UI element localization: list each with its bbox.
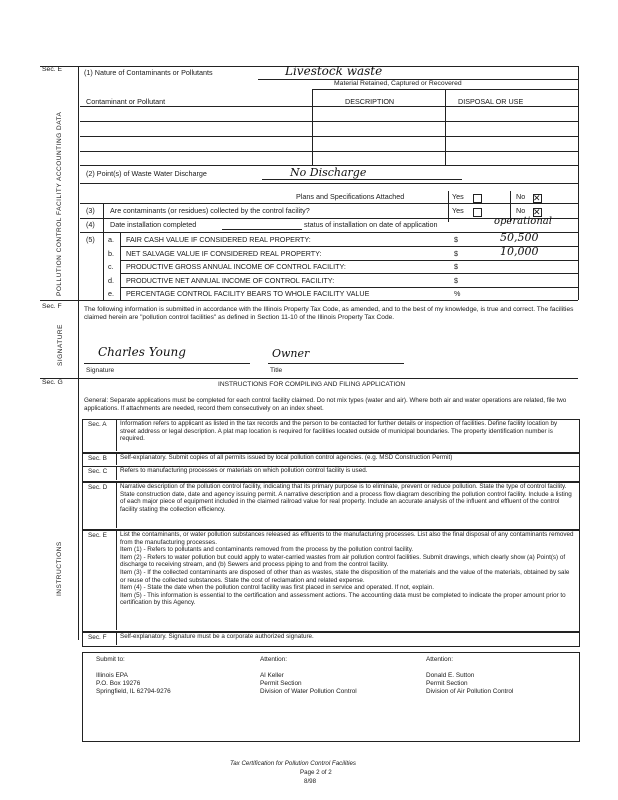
section-e-label: Sec. E — [42, 66, 63, 73]
letter-col-divider — [120, 232, 121, 300]
item-letter: b. — [108, 248, 114, 258]
section-e-side-label: POLLUTION CONTROL FACILITY ACCOUNTING DATA — [56, 111, 63, 296]
item-unit: $ — [454, 262, 458, 272]
instruction-row-text: Self-explanatory. Submit copies of all permits issued by local pollution control agencies. (e.g. MSD Construction Permit) — [120, 454, 453, 461]
submit-address-line: Springfield, IL 62794-9276 — [96, 688, 171, 695]
row3-yes-label: Yes — [452, 206, 464, 215]
row3-label: Are contaminants (or residues) collected by the control facility? — [110, 206, 310, 215]
contaminant-row-line — [80, 106, 578, 107]
instruction-row-text: Information refers to applicant as listed in the tax records and the person to be contacted for further details or inspection of facilities. Define facility location by street address or legal description. A plat map location is required for facilities located outside of municipal boundaries. The property identification number is required. — [120, 420, 558, 443]
section-g-side-label: INSTRUCTIONS — [56, 541, 63, 596]
plans-yes-label: Yes — [452, 192, 464, 201]
submit-label: Submit to: — [96, 656, 125, 663]
disposal-col-divider — [445, 89, 446, 165]
row3-yes-checkbox[interactable] — [473, 208, 482, 217]
instruction-row-divider — [116, 482, 117, 528]
instruction-row-divider — [116, 466, 117, 480]
nature-label: (1) Nature of Contaminants or Pollutants — [84, 68, 213, 77]
item-label: PERCENTAGE CONTROL FACILITY BEARS TO WHOLE FACILITY VALUE — [126, 289, 370, 299]
row4-date-underline — [222, 229, 302, 230]
instruction-row-text: Narrative description of the pollution control facility, indicating that its primary purpose is to eliminate, prevent or reduce pollution. State the type of control facility. State construction date, date and agency issuing permit. A narrative description and a process flow diagram describing the pollution control facility. Include a listing of each major piece of equipment included in the claimed railroad value for real property. Include an accurate analysis of the influent and effluent of the control facility stating the collection efficiency. — [120, 483, 572, 513]
item-row-line — [120, 260, 578, 261]
title-line — [268, 363, 404, 364]
instruction-row-divider — [116, 453, 117, 465]
certification-statement: The following information is submitted in accordance with the Illinois Property Tax Code, as amended, and to the best of my knowledge, is true and correct. The facilities claimed herein are "pollution control facilities" as defined in Section 11-10 of the Illinois Property Tax Code. — [84, 306, 574, 321]
attention-water-line: Permit Section — [260, 680, 302, 687]
item-unit: $ — [454, 275, 458, 285]
row4-num: (4) — [86, 220, 95, 229]
instruction-row-text: Refers to manufacturing processes or materials on which pollution control facility is used. — [120, 467, 368, 474]
points-underline — [262, 179, 462, 180]
section-g-label: Sec. G — [42, 379, 63, 386]
attention-water-line: Division of Water Pollution Control — [260, 688, 357, 695]
item-label: FAIR CASH VALUE IF CONSIDERED REAL PROPERTY: — [126, 235, 311, 244]
plans-no-label: No — [516, 192, 526, 201]
plans-label: Plans and Specifications Attached — [296, 192, 405, 201]
left-label-divider — [78, 66, 79, 640]
instruction-row-label: Sec. E — [88, 532, 107, 539]
row3-num: (3) — [86, 206, 95, 215]
item-row-line — [120, 287, 578, 288]
instruction-row-label: Sec. C — [88, 468, 108, 475]
plans-no-checkbox[interactable] — [533, 194, 542, 203]
nature-value[interactable]: Livestock waste — [285, 64, 383, 78]
instruction-row-text: List the contaminants, or water pollution substances released as effluents to the manufacturing processes. List also the final disposal of any contaminants removed from the manufacturing processes. Item (1) - Refers to pollutants and contaminants removed from the process by the pollution control facility. Item (2) - Refers to water pollution but could apply to water-carried wastes from air pollution control facilities. Submit drawings, which clearly show (a) Point(s) of discharge to receiving stream, and (b) Sewers and process piping to and from the control facility. Item (3) - If the collected contaminants are disposed of other than as wastes, state the disposition of the materials and the value of the materials, obtained by sale or reuse of the collected substances. State the cost of reclamation and related expense. Item (4) - State the date when the pollution control facility was first placed in service and operated. If not, explain. Item (5) - This information is essential to the certification and assessment actions. The accounting data must be completed to indicate the proper amount prior to certification by this Agency. — [120, 531, 574, 607]
instruction-row-divider — [116, 632, 117, 645]
attention-air-line: Permit Section — [426, 680, 468, 687]
row4-status-label: status of installation on date of application — [304, 220, 438, 229]
points-row-line — [80, 183, 578, 184]
section-f-label: Sec. F — [42, 303, 62, 310]
item-unit: % — [454, 289, 461, 299]
item-letter: e. — [108, 289, 114, 299]
address-box — [82, 652, 580, 742]
col-contaminant: Contaminant or Pollutant — [86, 97, 166, 106]
section-f-bottom-border — [40, 378, 578, 379]
attention-water-line: Al Keller — [260, 672, 284, 679]
section-e-bottom-border — [40, 300, 578, 301]
instruction-row-label: Sec. B — [88, 455, 107, 462]
row4-label: Date installation completed — [110, 220, 197, 229]
signature-line — [84, 363, 250, 364]
material-header: Material Retained, Captured or Recovered — [334, 80, 462, 87]
plans-yes-checkbox[interactable] — [473, 194, 482, 203]
item-letter: c. — [108, 262, 114, 272]
attention-air-line: Donald E. Sutton — [426, 672, 475, 679]
item-unit: $ — [454, 235, 458, 244]
col-description: DESCRIPTION — [345, 97, 395, 106]
contaminant-row-line — [80, 121, 578, 122]
instructions-heading: INSTRUCTIONS FOR COMPILING AND FILING APPLICATION — [218, 381, 406, 388]
points-label: (2) Point(s) of Waste Water Discharge — [86, 169, 207, 178]
instruction-row-text: Self-explanatory. Signature must be a corporate authorized signature. — [120, 633, 314, 640]
row4-status-value[interactable]: operational — [494, 216, 552, 227]
plans-row-line — [80, 203, 578, 204]
item-row-line — [120, 273, 578, 274]
title-label: Title — [270, 367, 283, 374]
contaminant-row-line — [80, 151, 578, 152]
signature-value[interactable]: Charles Young — [98, 345, 186, 359]
contaminant-row-line — [80, 136, 578, 137]
item-value[interactable]: 50,500 — [500, 231, 539, 244]
instruction-row-divider — [116, 419, 117, 451]
row5-num: (5) — [86, 235, 95, 244]
title-value[interactable]: Owner — [272, 347, 310, 360]
general-instructions: General: Separate applications must be completed for each control facility claimed. Do not mix types (water and air). Where both air and water operations are related, file two applications. If attachments are needed, record them consecutively on an index sheet. — [84, 397, 567, 412]
footer-page: Page 2 of 2 — [300, 769, 332, 776]
item-value[interactable]: 10,000 — [500, 244, 539, 258]
instruction-row-label: Sec. D — [88, 484, 108, 491]
points-value[interactable]: No Discharge — [290, 166, 367, 179]
footer-date: 8/98 — [304, 778, 317, 785]
instruction-row-label: Sec. F — [88, 634, 107, 641]
row3-no-label: No — [516, 206, 526, 215]
attention-water-label: Attention: — [260, 656, 288, 663]
item-letter: d. — [108, 275, 114, 285]
item-label: PRODUCTIVE NET ANNUAL INCOME OF CONTROL FACILITY: — [126, 275, 335, 285]
attention-air-label: Attention: — [426, 656, 454, 663]
submit-address-line: P.O. Box 19276 — [96, 680, 141, 687]
section-e-right-border — [578, 66, 579, 300]
section-f-side-label: SIGNATURE — [57, 324, 64, 366]
footer-form-title: Tax Certification for Pollution Control Facilities — [230, 760, 356, 767]
item-letter: a. — [108, 235, 114, 244]
col-disposal: DISPOSAL OR USE — [458, 97, 524, 106]
item-unit: $ — [454, 248, 458, 258]
submit-address-line: Illinois EPA — [96, 672, 128, 679]
item-label: NET SALVAGE VALUE IF CONSIDERED REAL PROPERTY: — [126, 248, 322, 258]
instruction-row-label: Sec. A — [88, 421, 107, 428]
instruction-row-divider — [116, 530, 117, 630]
description-col-divider — [312, 89, 313, 165]
signature-label: Signature — [86, 367, 115, 374]
item-label: PRODUCTIVE GROSS ANNUAL INCOME OF CONTROL FACILITY: — [126, 262, 346, 272]
attention-air-line: Division of Air Pollution Control — [426, 688, 514, 695]
